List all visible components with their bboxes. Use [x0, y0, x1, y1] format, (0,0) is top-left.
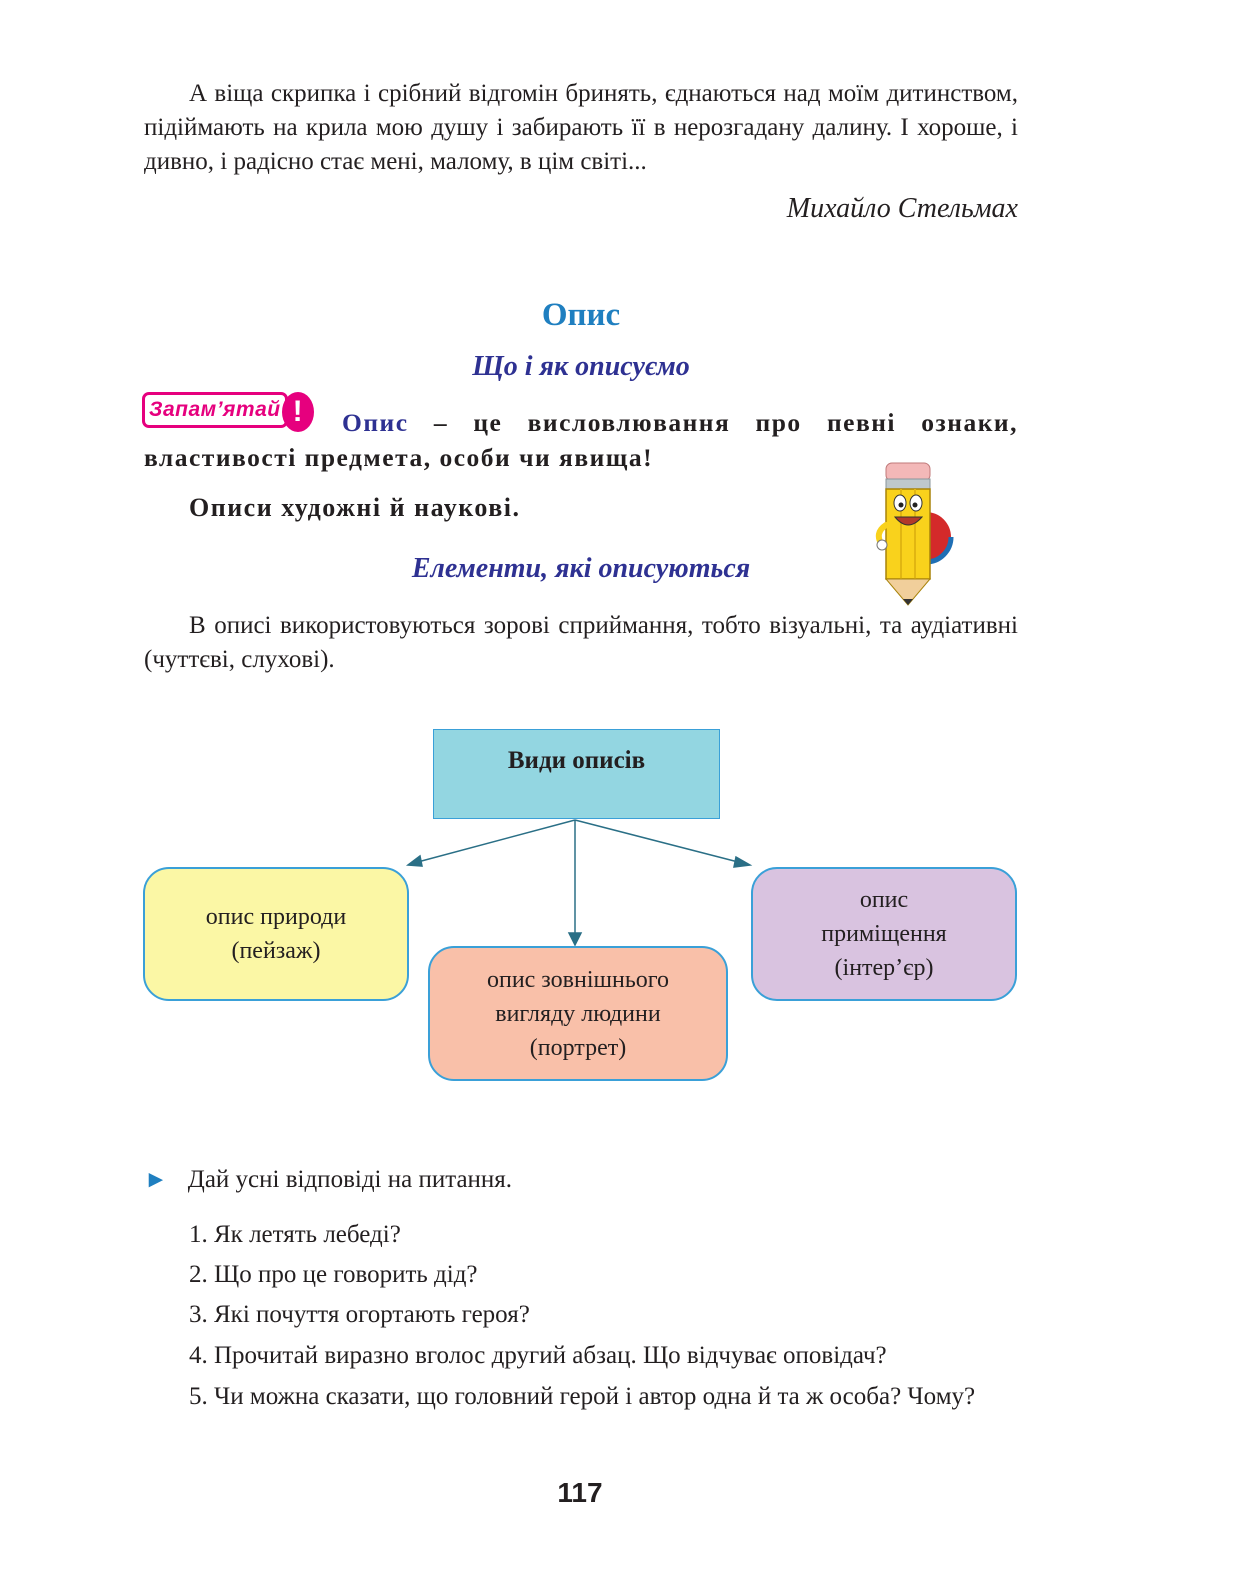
diagram-portrait-box — [428, 946, 728, 1081]
diagram-root-box — [433, 729, 720, 819]
section-subtitle: Що і як описуємо — [472, 351, 690, 382]
diagram-arrows — [400, 815, 760, 950]
excerpt-paragraph: А віща скрипка і срібний відгомін бринять, єднаються над моїм дитинством, підіймають на крила мою душу і забирають її в нерозгадану далину. І хороше, і дивно, і радісно стає мені, малому, в цім світі... — [144, 80, 1018, 175]
diagram-interior-box — [751, 867, 1017, 1001]
diagram-portrait-line2: вигляду людини — [495, 1000, 661, 1027]
diagram-root-label: Види описів — [507, 747, 646, 774]
task-instruction: Дай усні відповіді на питання. — [187, 1166, 513, 1193]
diagram-interior-line2: приміщення — [821, 921, 947, 947]
question-item: 5. Чи можна сказати, що головний герой і автор одна й та ж особа? Чому? — [189, 1383, 976, 1410]
diagram-nature-line1: опис природи — [205, 904, 347, 930]
types-statement: Описи художні й наукові. — [189, 493, 521, 522]
triangle-bullet-icon: ► — [144, 1167, 168, 1193]
diagram-nature-line2: (пейзаж) — [231, 938, 321, 964]
question-item: 2. Що про це говорить дід? — [189, 1261, 478, 1288]
remember-badge-label: Запам’ятай — [142, 392, 288, 428]
elements-paragraph: В описі використовуються зорові сприймання, тобто візуальні, та аудіативні (чуттєві, слухові). — [144, 612, 1018, 673]
question-item: 3. Які почуття огортають героя? — [189, 1301, 530, 1328]
elements-title: Елементи, які описуються — [411, 553, 751, 584]
task-instruction-row — [144, 1163, 512, 1197]
diagram-portrait-line3: (портрет) — [529, 1034, 627, 1061]
diagram-interior-line3: (інтер’єр) — [834, 955, 934, 981]
section-title: Опис — [541, 297, 621, 333]
diagram-interior-line1: опис — [859, 887, 909, 913]
page-number: 117 — [557, 1477, 603, 1508]
pencil-mascot-icon — [870, 445, 960, 610]
definition-text: – це висловлювання про певні ознаки, властивості предмета, особи чи явища! — [144, 408, 1018, 472]
excerpt-author: Михайло Стельмах — [786, 193, 1018, 224]
question-item: 4. Прочитай виразно вголос другий абзац. Що відчуває оповідач? — [189, 1342, 887, 1369]
diagram-portrait-line1: опис зовнішнього — [486, 966, 670, 993]
question-item: 1. Як летять лебеді? — [189, 1221, 401, 1248]
definition-term: Опис — [342, 408, 409, 437]
exclamation-icon: ! — [282, 392, 314, 432]
diagram-nature-box — [143, 867, 409, 1001]
